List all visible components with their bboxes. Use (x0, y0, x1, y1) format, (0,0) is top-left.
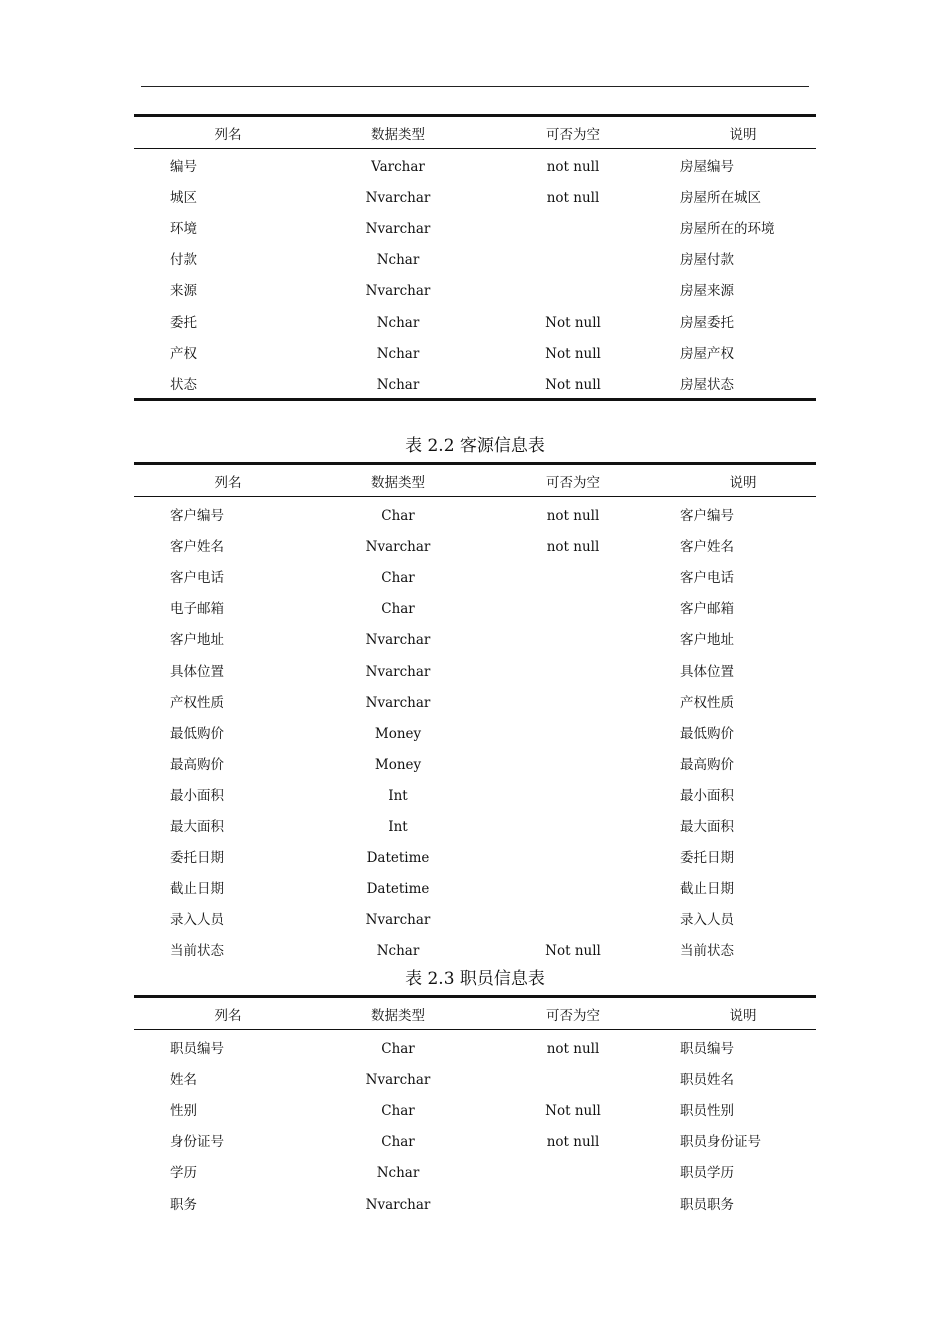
table-row (134, 632, 816, 662)
cell-column-name: 城区 (170, 190, 197, 207)
cell-data-type: Char (381, 1103, 415, 1120)
table-row (134, 539, 816, 569)
cell-column-name: 具体位置 (170, 663, 224, 680)
header-col-name: 列名 (214, 127, 242, 143)
table-top-rule (134, 995, 816, 998)
cell-data-type: Int (388, 787, 408, 804)
cell-nullable: not null (546, 539, 600, 556)
table-row (134, 1165, 816, 1195)
cell-description: 录入人员 (680, 912, 734, 929)
header-col-name: 列名 (214, 475, 242, 491)
cell-column-name: 客户电话 (170, 570, 224, 587)
table-row (134, 601, 816, 631)
cell-description: 产权性质 (680, 694, 734, 711)
table-row (134, 508, 816, 538)
table-caption: 表 2.2 客源信息表 (405, 436, 545, 456)
table-row (134, 664, 816, 694)
cell-data-type: Nvarchar (365, 912, 431, 929)
cell-description: 客户姓名 (680, 539, 734, 556)
table-row (134, 221, 816, 251)
cell-description: 职员学历 (680, 1165, 734, 1182)
table-row (134, 1134, 816, 1164)
table-row (134, 315, 816, 345)
table-top-rule (134, 462, 816, 465)
cell-description: 当前状态 (680, 943, 734, 960)
cell-nullable: Not null (545, 1103, 601, 1120)
cell-column-name: 状态 (170, 376, 197, 393)
cell-column-name: 最高购价 (170, 756, 224, 773)
cell-description: 职员职务 (680, 1196, 734, 1213)
cell-data-type: Nvarchar (365, 190, 431, 207)
cell-description: 最小面积 (680, 787, 734, 804)
table-row (134, 912, 816, 942)
header-col-null: 可否为空 (546, 1008, 600, 1024)
client-info-table (134, 462, 816, 972)
cell-data-type: Nchar (376, 345, 420, 362)
header-col-name: 列名 (214, 1008, 242, 1024)
cell-column-name: 客户姓名 (170, 539, 224, 556)
cell-data-type: Nvarchar (365, 632, 431, 649)
staff-info-table (134, 995, 816, 1225)
table-row (134, 377, 816, 407)
cell-nullable: not null (546, 1134, 600, 1151)
table-row (134, 159, 816, 189)
cell-column-name: 付款 (170, 252, 197, 269)
cell-nullable: not null (546, 508, 600, 524)
cell-column-name: 客户地址 (170, 632, 224, 649)
cell-data-type: Nvarchar (365, 1196, 431, 1213)
cell-description: 客户地址 (680, 632, 734, 649)
cell-column-name: 身份证号 (170, 1134, 224, 1151)
table-top-rule (134, 114, 816, 117)
cell-column-name: 客户编号 (170, 508, 224, 524)
cell-nullable: not null (546, 159, 600, 175)
table-row (134, 726, 816, 756)
cell-data-type: Int (388, 819, 408, 835)
house-info-table (134, 114, 816, 404)
cell-description: 最大面积 (680, 819, 734, 835)
cell-data-type: Datetime (366, 881, 430, 898)
table-header-rule (134, 148, 816, 149)
cell-nullable: Not null (545, 943, 601, 960)
cell-description: 职员性别 (680, 1103, 734, 1120)
cell-description: 截止日期 (680, 881, 734, 898)
cell-column-name: 截止日期 (170, 881, 224, 898)
cell-data-type: Char (381, 1134, 415, 1151)
cell-description: 最低购价 (680, 725, 734, 742)
cell-description: 房屋状态 (680, 376, 734, 393)
cell-description: 房屋编号 (680, 159, 734, 175)
cell-description: 房屋所在城区 (680, 190, 761, 207)
cell-description: 房屋产权 (680, 345, 734, 362)
table-row (134, 1103, 816, 1133)
cell-description: 具体位置 (680, 663, 734, 680)
cell-description: 房屋委托 (680, 314, 734, 331)
cell-column-name: 环境 (170, 221, 197, 238)
cell-data-type: Datetime (366, 850, 430, 867)
cell-data-type: Nvarchar (365, 539, 431, 556)
cell-data-type: Char (381, 601, 415, 618)
cell-data-type: Nvarchar (365, 694, 431, 711)
cell-column-name: 录入人员 (170, 912, 224, 929)
cell-data-type: Nchar (376, 376, 420, 393)
cell-data-type: Nvarchar (365, 221, 431, 238)
table-row (134, 252, 816, 282)
cell-nullable: Not null (545, 345, 601, 362)
cell-data-type: Nchar (376, 943, 420, 960)
cell-data-type: Nchar (376, 314, 420, 331)
cell-description: 客户编号 (680, 508, 734, 524)
cell-column-name: 产权 (170, 345, 197, 362)
table-row (134, 819, 816, 849)
table-row (134, 695, 816, 725)
table-caption: 表 2.3 职员信息表 (405, 969, 545, 989)
cell-column-name: 委托 (170, 314, 197, 331)
header-col-desc: 说明 (729, 1008, 757, 1024)
cell-nullable: Not null (545, 376, 601, 393)
table-header-row (134, 475, 816, 505)
cell-data-type: Char (381, 508, 415, 524)
cell-column-name: 最低购价 (170, 725, 224, 742)
cell-data-type: Nvarchar (365, 1072, 431, 1089)
cell-column-name: 姓名 (170, 1072, 197, 1089)
cell-column-name: 编号 (170, 159, 197, 175)
table-row (134, 570, 816, 600)
cell-column-name: 电子邮箱 (170, 601, 224, 618)
table-header-row (134, 127, 816, 157)
header-col-null: 可否为空 (546, 475, 600, 491)
cell-description: 最高购价 (680, 756, 734, 773)
cell-column-name: 职务 (170, 1196, 197, 1213)
cell-column-name: 性别 (170, 1103, 197, 1120)
cell-description: 职员姓名 (680, 1072, 734, 1089)
cell-nullable: not null (546, 1041, 600, 1057)
table-header-rule (134, 1029, 816, 1030)
cell-description: 房屋来源 (680, 283, 734, 300)
cell-description: 房屋所在的环境 (680, 221, 775, 238)
cell-column-name: 学历 (170, 1165, 197, 1182)
table-row (134, 190, 816, 220)
header-col-type: 数据类型 (371, 475, 425, 491)
cell-data-type: Nvarchar (365, 663, 431, 680)
table-row (134, 1072, 816, 1102)
cell-data-type: Nchar (376, 252, 420, 269)
table-row (134, 788, 816, 818)
table-header-rule (134, 496, 816, 497)
table-row (134, 881, 816, 911)
cell-data-type: Char (381, 570, 415, 587)
cell-data-type: Varchar (371, 159, 425, 175)
cell-description: 房屋付款 (680, 252, 734, 269)
table-row (134, 1041, 816, 1071)
cell-data-type: Nvarchar (365, 283, 431, 300)
cell-nullable: not null (546, 190, 600, 207)
cell-column-name: 最大面积 (170, 819, 224, 835)
table-row (134, 850, 816, 880)
cell-column-name: 当前状态 (170, 943, 224, 960)
cell-description: 职员编号 (680, 1041, 734, 1057)
header-col-type: 数据类型 (371, 1008, 425, 1024)
cell-column-name: 最小面积 (170, 787, 224, 804)
cell-column-name: 委托日期 (170, 850, 224, 867)
table-row (134, 283, 816, 313)
header-col-null: 可否为空 (546, 127, 600, 143)
table-row (134, 346, 816, 376)
cell-column-name: 职员编号 (170, 1041, 224, 1057)
cell-data-type: Char (381, 1041, 415, 1057)
table-row (134, 1197, 816, 1227)
page-header-rule (141, 86, 809, 87)
cell-data-type: Money (374, 756, 422, 773)
header-col-desc: 说明 (729, 127, 757, 143)
table-row (134, 757, 816, 787)
cell-description: 委托日期 (680, 850, 734, 867)
cell-data-type: Nchar (376, 1165, 420, 1182)
cell-nullable: Not null (545, 314, 601, 331)
cell-description: 职员身份证号 (680, 1134, 761, 1151)
cell-column-name: 产权性质 (170, 694, 224, 711)
cell-description: 客户电话 (680, 570, 734, 587)
cell-data-type: Money (374, 725, 422, 742)
cell-column-name: 来源 (170, 283, 197, 300)
table-header-row (134, 1008, 816, 1038)
header-col-desc: 说明 (729, 475, 757, 491)
cell-description: 客户邮箱 (680, 601, 734, 618)
header-col-type: 数据类型 (371, 127, 425, 143)
